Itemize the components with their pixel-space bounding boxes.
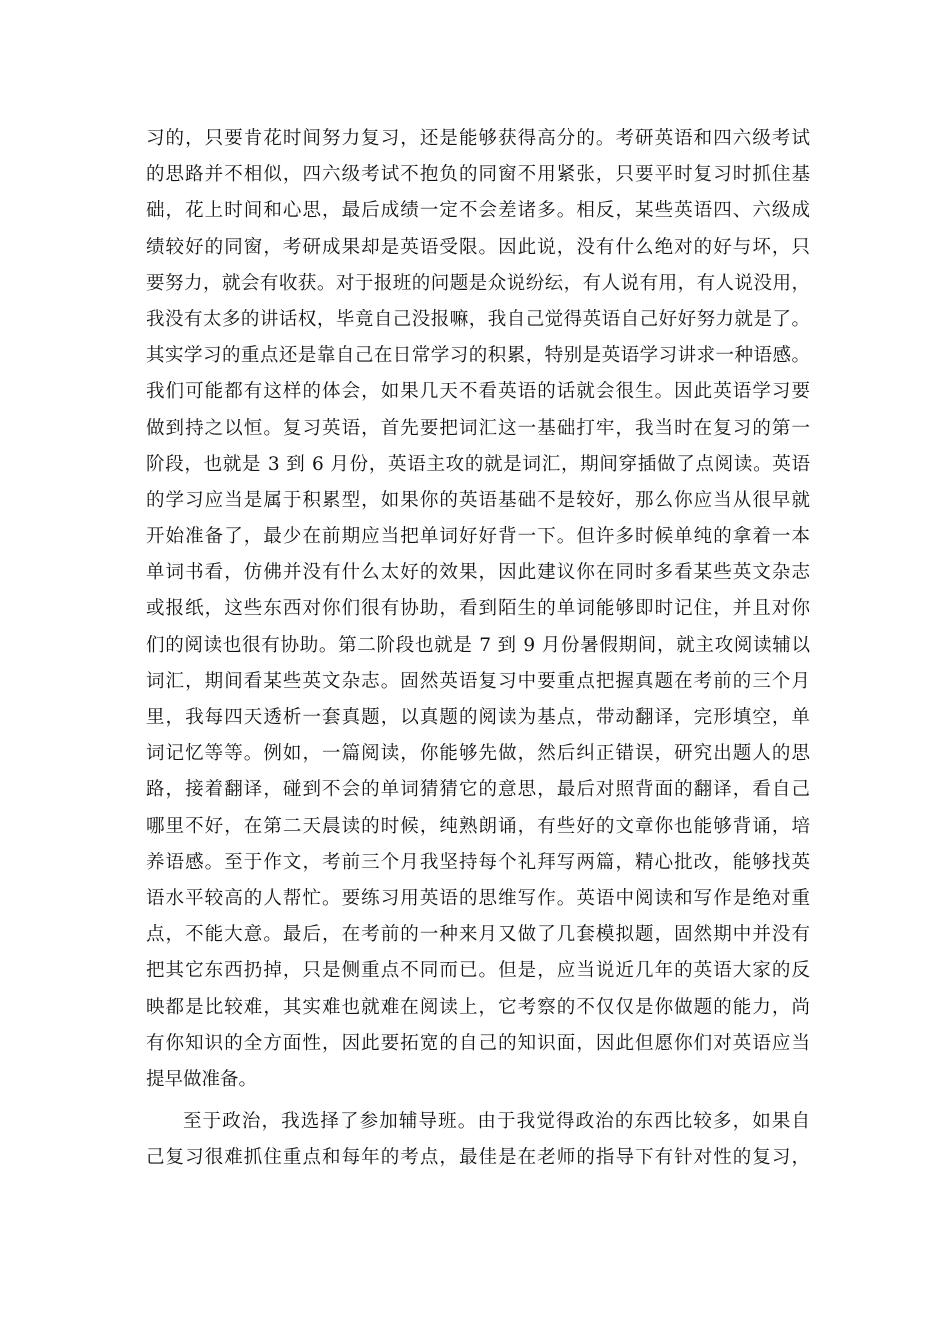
text-line: 里，我每四天透析一套真题，以真题的阅读为基点，带动翻译，完形填空，单 bbox=[146, 707, 810, 728]
text-line: 做到持之以恒。复习英语，首先要把词汇这一基础打牢，我当时在复习的第一 bbox=[146, 417, 810, 439]
text-line: 哪里不好，在第二天晨读的时候，纯熟朗诵，有些好的文章你也能够背诵，培 bbox=[146, 815, 810, 837]
text-line: 或报纸，这些东西对你们很有协助，看到陌生的单词能够即时记住，并且对你 bbox=[146, 598, 810, 620]
text-line: 的学习应当是属于积累型，如果你的英语基础不是较好，那么你应当从很早就 bbox=[146, 489, 810, 511]
text-line: 己复习很难抓住重点和每年的考点，最佳是在老师的指导下有针对性的复习， bbox=[146, 1147, 810, 1169]
text-line: 路，接着翻译，碰到不会的单词猜猜它的意思，最后对照背面的翻译，看自己 bbox=[146, 779, 810, 801]
text-line: 的思路并不相似，四六级考试不抱负的同窗不用紧张，只要平时复习时抓住基 bbox=[146, 164, 810, 186]
text-line: 要努力，就会有收获。对于报班的问题是众说纷纭，有人说有用，有人说没用， bbox=[146, 272, 810, 294]
text-line: 提早做准备。 bbox=[146, 1068, 258, 1090]
text-line: 开始准备了，最少在前期应当把单词好好背一下。但许多时候单纯的拿着一本 bbox=[146, 526, 810, 548]
text-line: 习的，只要肯花时间努力复习，还是能够获得高分的。考研英语和四六级考试 bbox=[146, 128, 810, 149]
text-line: 单词书看，仿佛并没有什么太好的效果，因此建议你在同时多看某些英文杂志 bbox=[146, 562, 810, 584]
text-line: 有你知识的全方面性，因此要拓宽的自己的知识面，因此但愿你们对英语应当 bbox=[146, 1032, 810, 1054]
text-line: 语水平较高的人帮忙。要练习用英语的思维写作。英语中阅读和写作是绝对重 bbox=[146, 887, 810, 909]
text-line: 我们可能都有这样的体会，如果几天不看英语的话就会很生。因此英语学习要 bbox=[146, 381, 810, 403]
paragraph-english-review bbox=[146, 121, 810, 1098]
text-line: 养语感。至于作文，考前三个月我坚持每个礼拜写两篇，精心批改，能够找英 bbox=[146, 851, 810, 873]
document-body bbox=[146, 121, 810, 1176]
text-line: 把其它东西扔掉，只是侧重点不同而已。但是，应当说近几年的英语大家的反 bbox=[146, 960, 810, 982]
text-line: 至于政治，我选择了参加辅导班。由于我觉得政治的东西比较多，如果自 bbox=[183, 1111, 810, 1133]
text-line: 础，花上时间和心思，最后成绩一定不会差诸多。相反，某些英语四、六级成 bbox=[146, 200, 810, 222]
text-line: 词汇，期间看某些英文杂志。固然英语复习中要重点把握真题在考前的三个月 bbox=[146, 670, 810, 692]
text-line: 点，不能大意。最后，在考前的一种来月又做了几套模拟题，固然期中并没有 bbox=[146, 924, 810, 946]
text-line: 阶段，也就是 3 到 6 月份，英语主攻的就是词汇，期间穿插做了点阅读。英语 bbox=[146, 453, 810, 475]
paragraph-politics-review bbox=[146, 1104, 810, 1176]
text-line: 词记忆等等。例如，一篇阅读，你能够先做，然后纠正错误，研究出题人的思 bbox=[146, 743, 810, 765]
text-line: 绩较好的同窗，考研成果却是英语受限。因此说，没有什么绝对的好与坏，只 bbox=[146, 236, 810, 258]
text-line: 们的阅读也很有协助。第二阶段也就是 7 到 9 月份暑假期间，就主攻阅读辅以 bbox=[146, 634, 810, 656]
text-line: 其实学习的重点还是靠自己在日常学习的积累，特别是英语学习讲求一种语感。 bbox=[146, 345, 810, 367]
text-line: 映都是比较难，其实难也就难在阅读上，它考察的不仅仅是你做题的能力，尚 bbox=[146, 996, 810, 1018]
text-line: 我没有太多的讲话权，毕竟自己没报嘛，我自己觉得英语自己好好努力就是了。 bbox=[146, 308, 810, 330]
